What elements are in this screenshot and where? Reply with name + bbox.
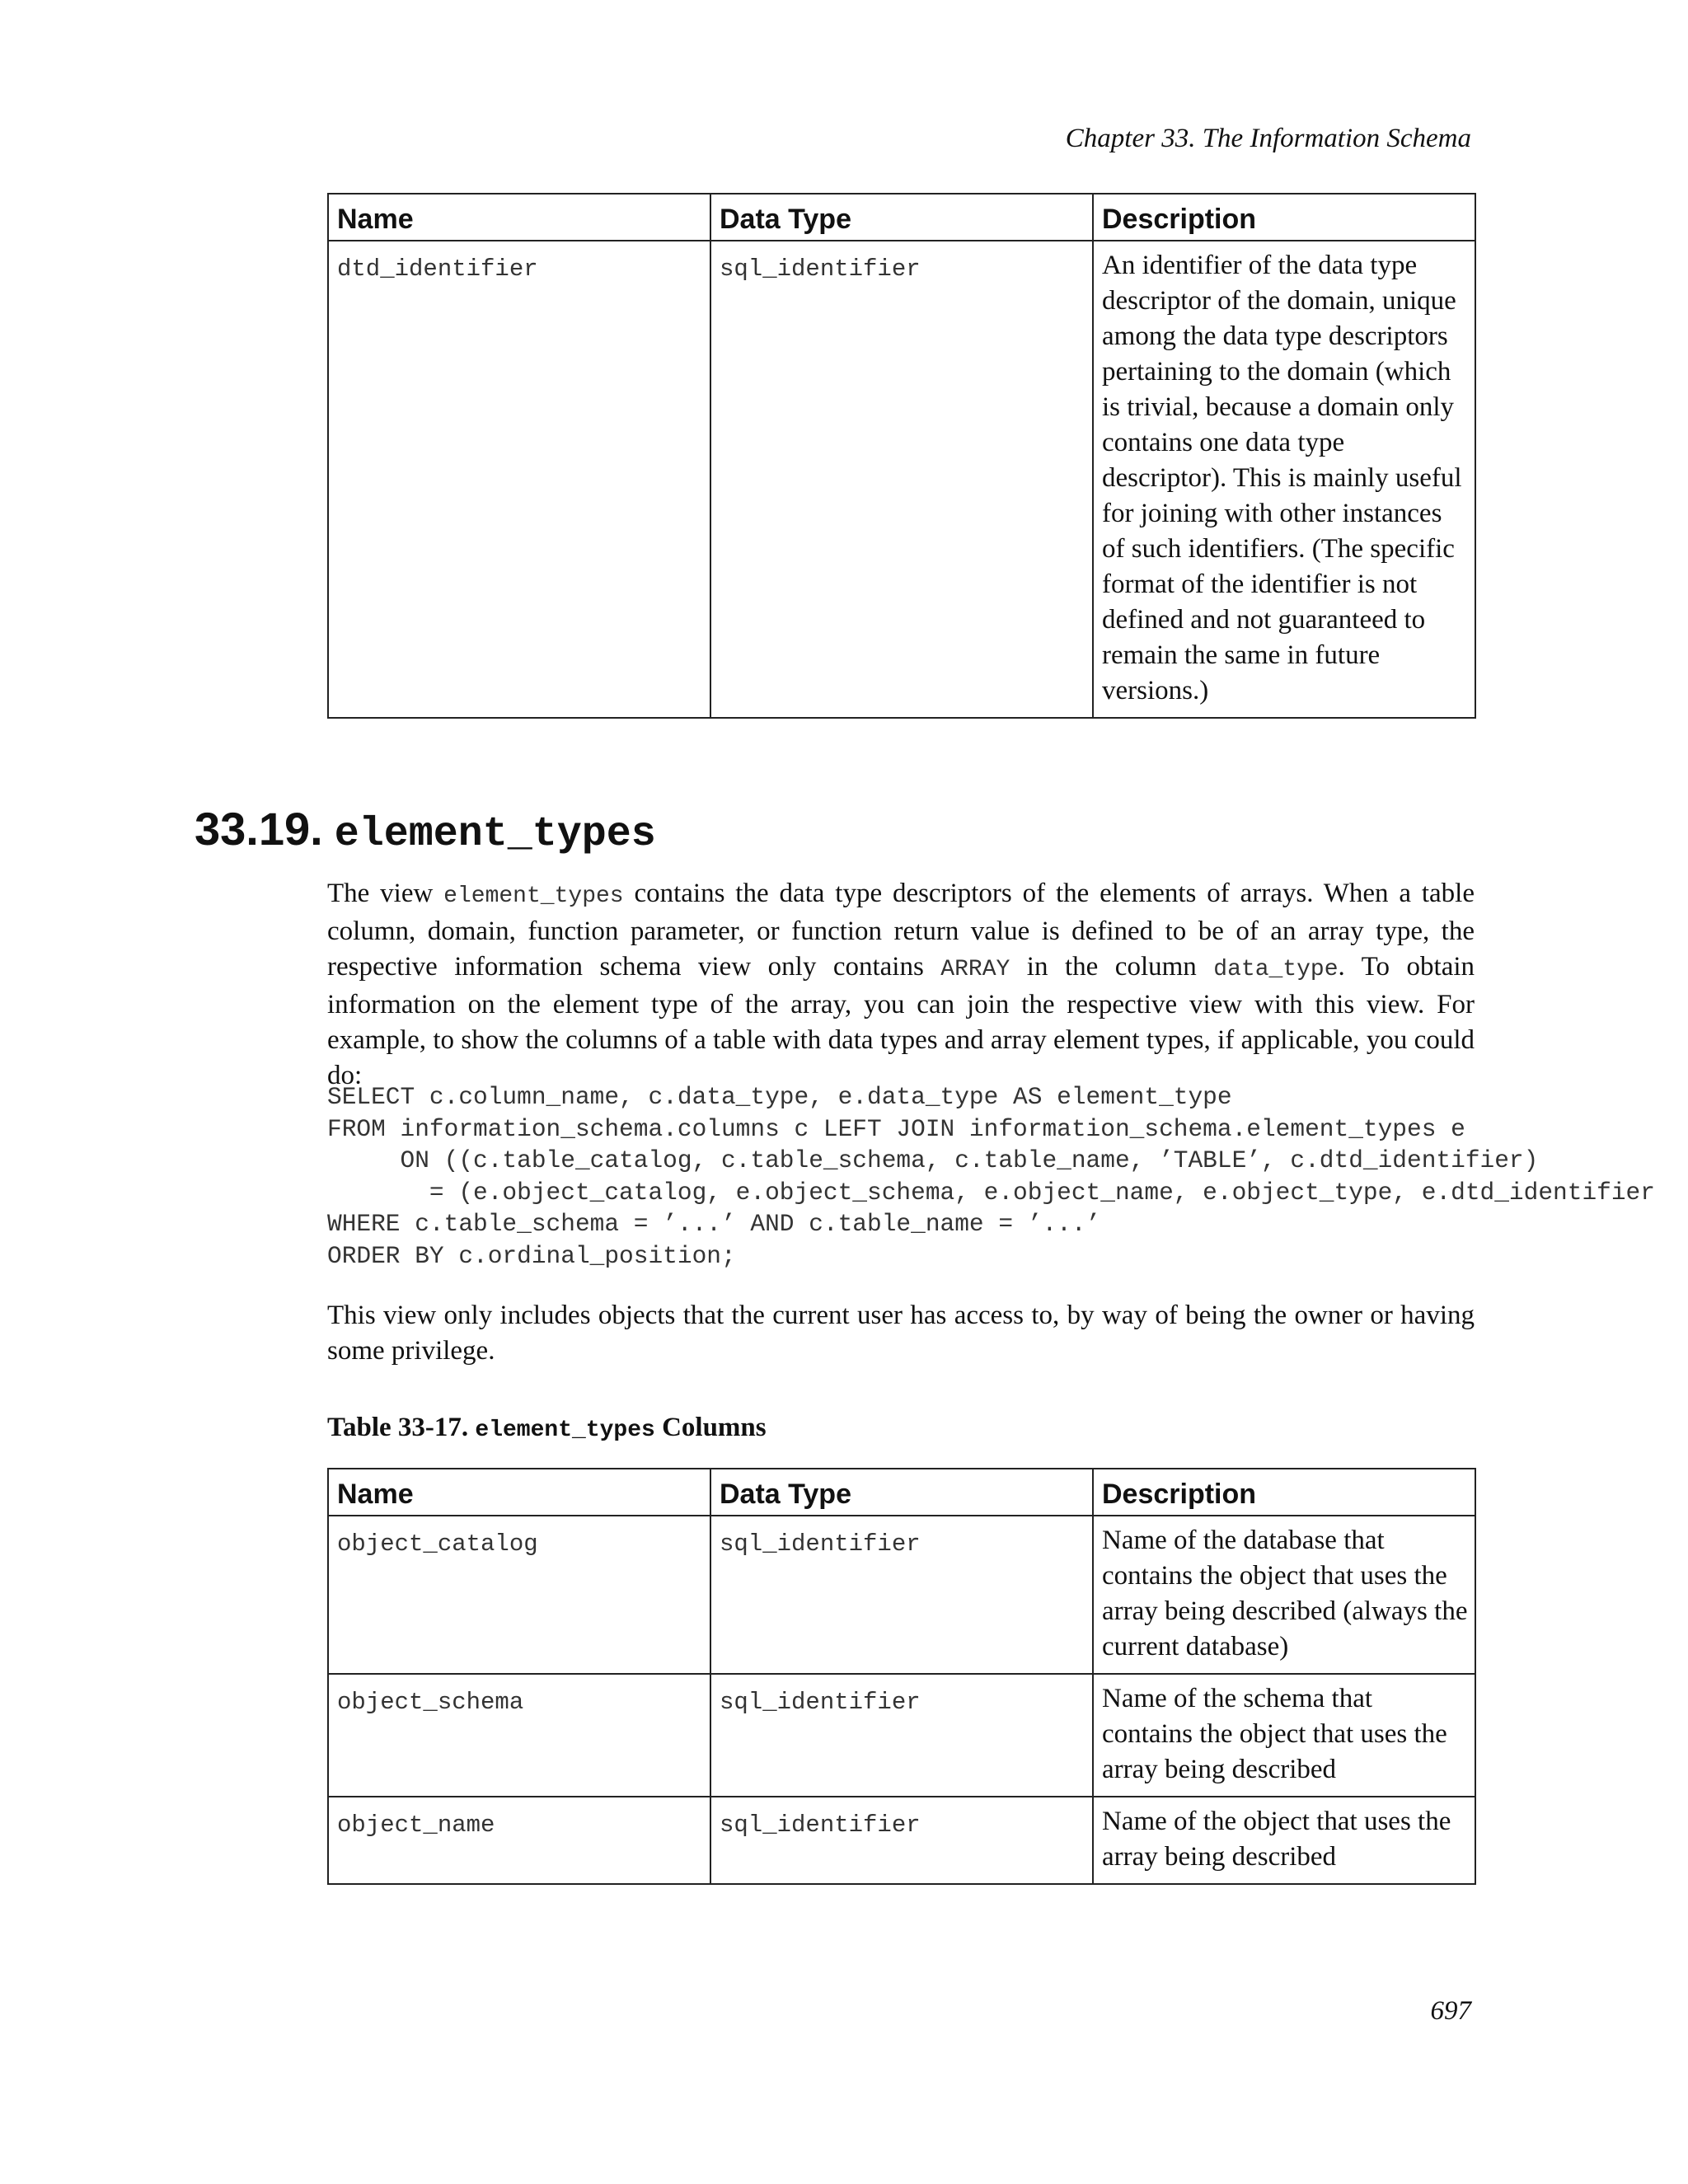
access-note-paragraph: This view only includes objects that the current user has access to, by way of being the owner or having some privilege. xyxy=(327,1301,1475,1366)
caption-suffix: Columns xyxy=(654,1413,767,1442)
section-number: 33.19. xyxy=(195,803,323,855)
cell-data-type: sql_identifier xyxy=(710,241,1093,718)
page-number: 697 xyxy=(1430,1996,1471,2026)
intro-text: contains the data type descriptors of the elements of arrays. When a table column, domain, function parameter, or function return value is defined to be of an array type, the respective information schema view only contains xyxy=(327,879,1475,982)
intro-paragraph xyxy=(327,876,1475,1094)
section-heading xyxy=(195,803,656,858)
section-title: element_types xyxy=(334,811,656,858)
sql-code-example: SELECT c.column_name, c.data_type, e.data_type AS element_type FROM information_schema.columns c LEFT JOIN information_schema.element_types e ON ((c.table_catalog, c.table_schema, c.table_name, ’TABLE’, c.dtd_identifier) = (e.object_catalog, e.object_schema, e.object_name, e.object_type, e.dtd_identifier WHERE c.table_schema = ’...’ AND c.table_name = ’...’ ORDER BY c.ordinal_position; xyxy=(327,1083,1655,1270)
cell-description: An identifier of the data type descriptor of the domain, unique among the data type descriptors pertaining to the domain (which is trivial, because a domain only contains one data type descriptor). This is mainly useful for joining with other instances of such identifiers. (The specific format of the identifier is not defined and not guaranteed to remain the same in future versions.) xyxy=(1093,241,1475,718)
cell-description: Name of the object that uses the array being described xyxy=(1093,1797,1475,1884)
domain-columns-table-continued xyxy=(327,193,1476,719)
table-row xyxy=(328,1516,1475,1674)
element-types-columns-table xyxy=(327,1468,1476,1885)
cell-description: Name of the database that contains the object that uses the array being described (always the current database) xyxy=(1093,1516,1475,1674)
column-header-name: Name xyxy=(328,1469,710,1516)
column-header-name: Name xyxy=(328,194,710,241)
cell-name: object_name xyxy=(328,1797,710,1884)
column-header-data-type: Data Type xyxy=(710,194,1093,241)
table-row xyxy=(328,1797,1475,1884)
cell-data-type: sql_identifier xyxy=(710,1797,1093,1884)
intro-text: in the column xyxy=(1010,952,1214,982)
table-caption xyxy=(327,1413,767,1443)
cell-name: dtd_identifier xyxy=(328,241,710,718)
table-header-row xyxy=(328,1469,1475,1516)
running-header: Chapter 33. The Information Schema xyxy=(1065,124,1471,153)
column-header-description: Description xyxy=(1093,1469,1475,1516)
intro-text: The view xyxy=(327,879,444,908)
inline-code-element-types: element_types xyxy=(443,883,624,909)
caption-label: Table 33-17. xyxy=(327,1413,476,1442)
caption-code: element_types xyxy=(475,1418,655,1443)
cell-name: object_schema xyxy=(328,1674,710,1797)
table-header-row xyxy=(328,194,1475,241)
table-row xyxy=(328,1674,1475,1797)
inline-code-data-type: data_type xyxy=(1213,957,1339,982)
cell-data-type: sql_identifier xyxy=(710,1674,1093,1797)
cell-description: Name of the schema that contains the object that uses the array being described xyxy=(1093,1674,1475,1797)
inline-code-array: ARRAY xyxy=(940,957,1010,982)
intro-text: . To obtain information on the element type of the array, you can join the respective view with this view. For example, to show the columns of a table with data types and array element types, if applicable, you could do: xyxy=(327,952,1475,1090)
table-row xyxy=(328,241,1475,718)
cell-name: object_catalog xyxy=(328,1516,710,1674)
column-header-description: Description xyxy=(1093,194,1475,241)
cell-data-type: sql_identifier xyxy=(710,1516,1093,1674)
column-header-data-type: Data Type xyxy=(710,1469,1093,1516)
